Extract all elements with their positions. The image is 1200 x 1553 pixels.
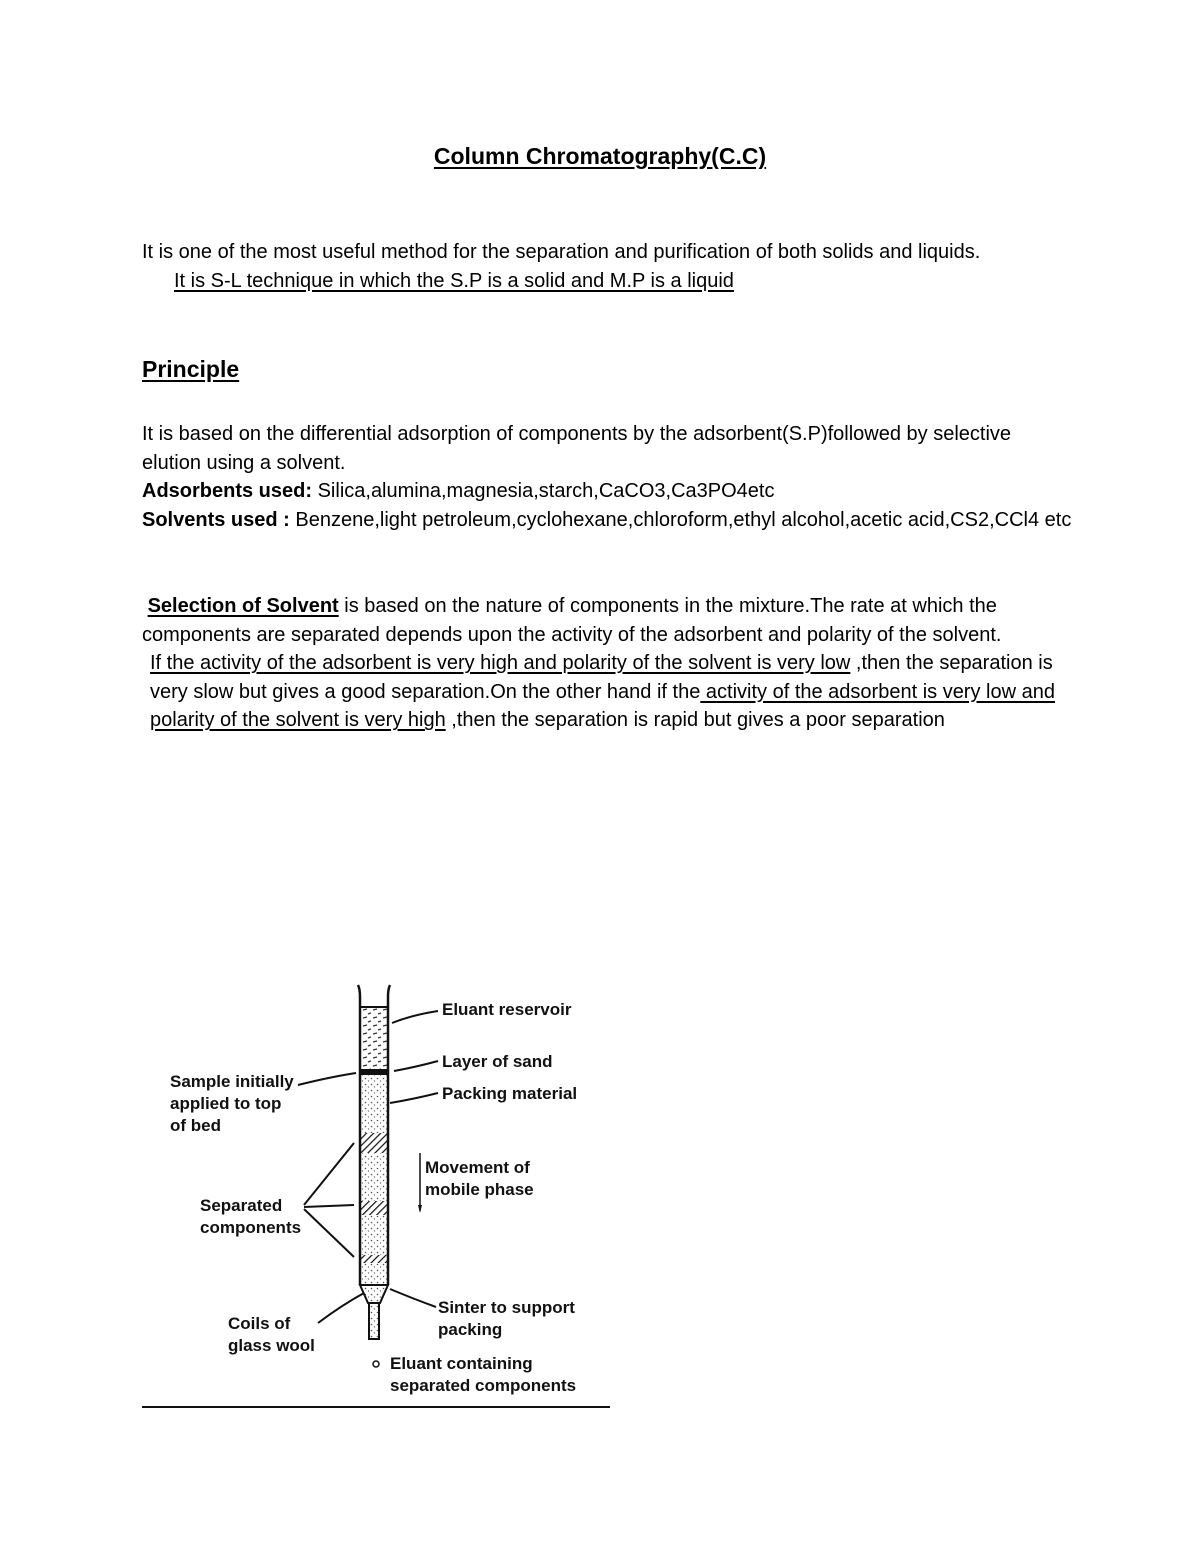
leader-packing bbox=[390, 1093, 438, 1103]
document-title: Column Chromatography(C.C) bbox=[433, 143, 767, 169]
label-sample-1: Sample initially bbox=[170, 1072, 294, 1091]
principle-heading: Principle bbox=[142, 356, 240, 382]
intro-definition bbox=[142, 267, 1072, 296]
column-diagram bbox=[142, 975, 612, 1415]
principle-paragraph bbox=[142, 420, 1072, 534]
column-chromatography-figure bbox=[142, 975, 612, 1415]
label-sinter-1: Sinter to support bbox=[438, 1298, 575, 1317]
sand-layer bbox=[360, 1069, 388, 1075]
selection-text-block bbox=[142, 592, 1072, 649]
packing-region-1 bbox=[360, 1075, 388, 1133]
selection-conditions bbox=[142, 649, 1072, 735]
leader-sample bbox=[298, 1073, 356, 1085]
label-movement-2: mobile phase bbox=[425, 1180, 534, 1199]
leader-glass-wool bbox=[318, 1293, 364, 1323]
eluant-drop bbox=[373, 1361, 379, 1367]
intro-line: It is one of the most useful method for the separation and purification of both solids and liquids. bbox=[142, 241, 981, 263]
component-band-3 bbox=[360, 1255, 388, 1263]
condition-low-activity: activity of the adsorbent is very low and polarity of the solvent is very high bbox=[150, 680, 1055, 732]
selection-paragraph bbox=[142, 592, 1072, 735]
leader-sand bbox=[394, 1061, 438, 1071]
label-eluant-out-2: separated components bbox=[390, 1376, 577, 1395]
selection-label: Selection of Solvent bbox=[147, 595, 339, 617]
label-coils-1: Coils of bbox=[228, 1314, 291, 1333]
adsorbents-label: Adsorbents used: bbox=[142, 480, 313, 503]
leader-separated-1 bbox=[304, 1143, 354, 1205]
principle-text: It is based on the differential adsorption of components by the adsorbent(S.P)followed by selective elution using a solvent. bbox=[142, 423, 1012, 474]
leader-separated-2 bbox=[304, 1205, 354, 1207]
leader-separated-3 bbox=[304, 1209, 354, 1257]
label-sample-2: applied to top bbox=[170, 1094, 282, 1113]
column-wall-right bbox=[388, 985, 390, 1285]
condition-high-activity: If the activity of the adsorbent is very high and polarity of the solvent is very low bbox=[150, 652, 851, 675]
packing-region-3 bbox=[360, 1215, 388, 1255]
column-wall-left bbox=[358, 985, 360, 1285]
label-coils-2: glass wool bbox=[228, 1336, 315, 1355]
label-eluant-out-1: Eluant containing bbox=[390, 1354, 533, 1373]
solvents-line bbox=[142, 506, 1072, 535]
label-layer-of-sand: Layer of sand bbox=[442, 1052, 553, 1071]
intro-paragraph bbox=[142, 238, 1072, 295]
movement-arrowhead bbox=[418, 1205, 422, 1213]
adsorbents-line bbox=[142, 477, 1072, 506]
label-eluant-reservoir: Eluant reservoir bbox=[442, 1000, 572, 1019]
label-sample-3: of bed bbox=[170, 1116, 221, 1135]
solvents-value: Benzene,light petroleum,cyclohexane,chloroform,ethyl alcohol,acetic acid,CS2,CCl4 etc bbox=[289, 508, 1072, 531]
column-outlet bbox=[369, 1303, 379, 1339]
component-band-2 bbox=[360, 1201, 388, 1215]
label-separated-1: Separated bbox=[200, 1196, 283, 1215]
adsorbents-value: Silica,alumina,magnesia,starch,CaCO3,Ca3PO4etc bbox=[312, 480, 775, 503]
label-sinter-2: packing bbox=[438, 1320, 503, 1339]
leader-eluant-reservoir bbox=[392, 1011, 438, 1023]
selection-text: is based on the nature of components in the mixture.The rate at which the components are separated depends upon the activity of the adsorbent and polarity of the solvent. bbox=[142, 595, 1002, 646]
component-band-1 bbox=[360, 1133, 388, 1153]
packing-region-2 bbox=[360, 1153, 388, 1201]
eluant-reservoir-region bbox=[360, 1007, 388, 1069]
condition-mid-text: ,then the separation is very slow but gives a good separation.On the other hand if the bbox=[150, 652, 1053, 703]
label-packing-material: Packing material bbox=[442, 1084, 578, 1103]
leader-sinter bbox=[390, 1289, 436, 1307]
intro-definition-text: It is S-L technique in which the S.P is a solid and M.P is a liquid bbox=[174, 269, 734, 292]
label-separated-2: components bbox=[200, 1218, 302, 1237]
glass-wool-region bbox=[360, 1263, 388, 1285]
label-movement-1: Movement of bbox=[425, 1158, 530, 1177]
solvents-label: Solvents used : bbox=[142, 508, 290, 531]
condition-end-text: ,then the separation is rapid but gives a poor separation bbox=[445, 709, 945, 732]
